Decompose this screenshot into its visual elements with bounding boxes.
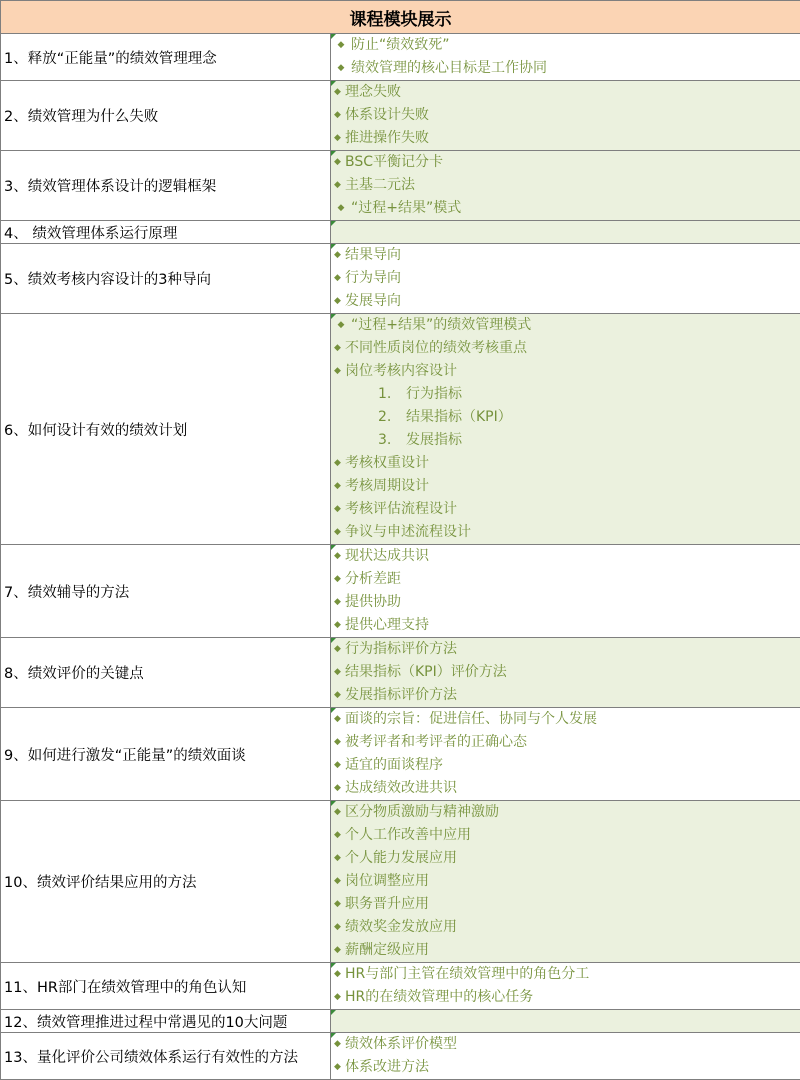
- detail-text: 岗位调整应用: [345, 873, 429, 889]
- diamond-bullet-icon: ◆: [331, 591, 345, 614]
- detail-item: [331, 267, 800, 290]
- diamond-bullet-icon: ◆: [331, 661, 345, 684]
- detail-item: [331, 337, 800, 360]
- detail-item: [331, 498, 800, 521]
- detail-text: “过程+结果”模式: [351, 200, 461, 216]
- detail-item: [331, 244, 800, 267]
- detail-text: 现状达成共识: [345, 548, 429, 564]
- detail-text: 职务晋升应用: [345, 896, 429, 912]
- diamond-bullet-icon: ◆: [331, 824, 345, 847]
- detail-text: 发展指标评价方法: [345, 687, 457, 703]
- diamond-bullet-icon: ◆: [331, 521, 345, 544]
- detail-item: [331, 661, 800, 684]
- detail-item: [331, 1033, 800, 1056]
- detail-text: “过程+结果”的绩效管理模式: [351, 317, 531, 333]
- diamond-bullet-icon: ◆: [331, 314, 351, 337]
- diamond-bullet-icon: ◆: [331, 614, 345, 637]
- module-name: 9、如何进行激发“正能量”的绩效面谈: [1, 708, 331, 801]
- detail-text: BSC平衡记分卡: [345, 154, 443, 170]
- detail-text: 理念失败: [345, 84, 401, 100]
- detail-item: [331, 824, 800, 847]
- table-row: [1, 638, 800, 708]
- diamond-bullet-icon: ◆: [331, 34, 351, 57]
- detail-item: [331, 406, 800, 429]
- detail-text: 主基二元法: [345, 177, 415, 193]
- detail-item: [331, 614, 800, 637]
- detail-text: 被考评者和考评者的正确心态: [345, 734, 527, 750]
- detail-text: 防止“绩效致死”: [351, 37, 450, 53]
- diamond-bullet-icon: ◆: [331, 290, 345, 313]
- diamond-bullet-icon: ◆: [331, 545, 345, 568]
- diamond-bullet-icon: ◆: [331, 267, 345, 290]
- module-name: 2、绩效管理为什么失败: [1, 81, 331, 151]
- detail-text: 结果导向: [345, 247, 401, 263]
- diamond-bullet-icon: ◆: [331, 568, 345, 591]
- detail-text: 绩效管理的核心目标是工作协同: [351, 60, 547, 76]
- detail-text: 面谈的宗旨：促进信任、协同与个人发展: [345, 711, 597, 727]
- detail-text: 提供协助: [345, 594, 401, 610]
- module-name: 10、绩效评价结果应用的方法: [1, 801, 331, 963]
- module-name: 8、绩效评价的关键点: [1, 638, 331, 708]
- table-row: [1, 545, 800, 638]
- diamond-bullet-icon: ◆: [331, 452, 345, 475]
- module-details: [331, 81, 800, 151]
- table-row: [1, 221, 800, 244]
- detail-item: [331, 754, 800, 777]
- detail-text: 行为导向: [345, 270, 401, 286]
- detail-item: [331, 801, 800, 824]
- module-name: 11、HR部门在绩效管理中的角色认知: [1, 963, 331, 1010]
- detail-text: 体系改进方法: [345, 1059, 429, 1075]
- diamond-bullet-icon: ◆: [331, 81, 345, 104]
- item-number: 1.: [331, 383, 406, 406]
- detail-text: 薪酬定级应用: [345, 942, 429, 958]
- detail-item: [331, 893, 800, 916]
- detail-item: [331, 545, 800, 568]
- detail-item: [331, 521, 800, 544]
- detail-item: [331, 127, 800, 150]
- detail-text: 行为指标: [406, 386, 462, 402]
- diamond-bullet-icon: ◆: [331, 777, 345, 800]
- table-row: [1, 314, 800, 545]
- detail-item: [331, 475, 800, 498]
- detail-item: [331, 57, 800, 80]
- module-name: 1、释放“正能量”的绩效管理理念: [1, 34, 331, 81]
- diamond-bullet-icon: ◆: [331, 638, 345, 661]
- detail-item: [331, 34, 800, 57]
- detail-text: 绩效体系评价模型: [345, 1036, 457, 1052]
- detail-text: 发展导向: [345, 293, 401, 309]
- module-details: [331, 244, 800, 314]
- detail-text: 体系设计失败: [345, 107, 429, 123]
- detail-item: [331, 870, 800, 893]
- detail-item: [331, 104, 800, 127]
- table-row: [1, 708, 800, 801]
- detail-text: 绩效奖金发放应用: [345, 919, 457, 935]
- diamond-bullet-icon: ◆: [331, 893, 345, 916]
- detail-item: [331, 963, 800, 986]
- detail-item: [331, 916, 800, 939]
- module-name: 7、绩效辅导的方法: [1, 545, 331, 638]
- diamond-bullet-icon: ◆: [331, 870, 345, 893]
- module-details: [331, 221, 800, 244]
- detail-item: [331, 429, 800, 452]
- detail-item: [331, 708, 800, 731]
- diamond-bullet-icon: ◆: [331, 127, 345, 150]
- detail-text: 结果指标（KPI）: [406, 409, 512, 425]
- module-name: 6、如何设计有效的绩效计划: [1, 314, 331, 545]
- diamond-bullet-icon: ◆: [331, 174, 345, 197]
- item-number: 3.: [331, 429, 406, 452]
- diamond-bullet-icon: ◆: [331, 708, 345, 731]
- detail-item: [331, 568, 800, 591]
- diamond-bullet-icon: ◆: [331, 939, 345, 962]
- table-title: 课程模块展示: [1, 1, 800, 34]
- module-details: [331, 638, 800, 708]
- diamond-bullet-icon: ◆: [331, 801, 345, 824]
- detail-text: 考核评估流程设计: [345, 501, 457, 517]
- detail-item: [331, 638, 800, 661]
- detail-text: 区分物质激励与精神激励: [345, 804, 499, 820]
- detail-text: 推进操作失败: [345, 130, 429, 146]
- detail-text: 分析差距: [345, 571, 401, 587]
- detail-text: 结果指标（KPI）评价方法: [345, 664, 507, 680]
- detail-item: [331, 986, 800, 1009]
- module-details: [331, 801, 800, 963]
- detail-item: [331, 847, 800, 870]
- module-details: [331, 1033, 800, 1080]
- diamond-bullet-icon: ◆: [331, 1056, 345, 1079]
- diamond-bullet-icon: ◆: [331, 731, 345, 754]
- detail-item: [331, 314, 800, 337]
- diamond-bullet-icon: ◆: [331, 104, 345, 127]
- table-row: [1, 34, 800, 81]
- detail-item: [331, 1056, 800, 1079]
- detail-text: 适宜的面谈程序: [345, 757, 443, 773]
- item-number: 2.: [331, 406, 406, 429]
- module-details: [331, 1010, 800, 1033]
- diamond-bullet-icon: ◆: [331, 963, 345, 986]
- module-name: 13、量化评价公司绩效体系运行有效性的方法: [1, 1033, 331, 1080]
- diamond-bullet-icon: ◆: [331, 916, 345, 939]
- diamond-bullet-icon: ◆: [331, 498, 345, 521]
- detail-item: [331, 81, 800, 104]
- module-name: 12、绩效管理推进过程中常遇见的10大问题: [1, 1010, 331, 1033]
- diamond-bullet-icon: ◆: [331, 684, 345, 707]
- detail-text: 达成绩效改进共识: [345, 780, 457, 796]
- detail-text: 岗位考核内容设计: [345, 363, 457, 379]
- detail-text: 个人工作改善中应用: [345, 827, 471, 843]
- diamond-bullet-icon: ◆: [331, 244, 345, 267]
- diamond-bullet-icon: ◆: [331, 754, 345, 777]
- detail-text: 争议与申述流程设计: [345, 524, 471, 540]
- diamond-bullet-icon: ◆: [331, 360, 345, 383]
- detail-item: [331, 151, 800, 174]
- detail-item: [331, 591, 800, 614]
- module-details: [331, 708, 800, 801]
- table-row: [1, 151, 800, 221]
- diamond-bullet-icon: ◆: [331, 475, 345, 498]
- diamond-bullet-icon: ◆: [331, 337, 345, 360]
- detail-item: [331, 174, 800, 197]
- diamond-bullet-icon: ◆: [331, 1033, 345, 1056]
- diamond-bullet-icon: ◆: [331, 197, 351, 220]
- module-name: 3、绩效管理体系设计的逻辑框架: [1, 151, 331, 221]
- detail-item: [331, 939, 800, 962]
- table-row: [1, 801, 800, 963]
- module-name: 5、绩效考核内容设计的3种导向: [1, 244, 331, 314]
- detail-item: [331, 684, 800, 707]
- diamond-bullet-icon: ◆: [331, 151, 345, 174]
- module-details: [331, 314, 800, 545]
- module-details: [331, 34, 800, 81]
- module-details: [331, 963, 800, 1010]
- detail-item: [331, 360, 800, 383]
- detail-text: 考核周期设计: [345, 478, 429, 494]
- detail-item: [331, 777, 800, 800]
- detail-text: 行为指标评价方法: [345, 641, 457, 657]
- detail-item: [331, 452, 800, 475]
- table-row: [1, 81, 800, 151]
- diamond-bullet-icon: ◆: [331, 57, 351, 80]
- detail-item: [331, 383, 800, 406]
- table-row: [1, 963, 800, 1010]
- table-row: [1, 1033, 800, 1080]
- detail-item: [331, 290, 800, 313]
- detail-text: 提供心理支持: [345, 617, 429, 633]
- detail-text: 个人能力发展应用: [345, 850, 457, 866]
- module-name: 4、 绩效管理体系运行原理: [1, 221, 331, 244]
- detail-item: [331, 731, 800, 754]
- module-details: [331, 545, 800, 638]
- detail-text: HR与部门主管在绩效管理中的角色分工: [345, 966, 589, 982]
- table-row: [1, 244, 800, 314]
- module-details: [331, 151, 800, 221]
- table-row: [1, 1010, 800, 1033]
- detail-text: 不同性质岗位的绩效考核重点: [345, 340, 527, 356]
- detail-text: 发展指标: [406, 432, 462, 448]
- detail-text: HR的在绩效管理中的核心任务: [345, 989, 533, 1005]
- diamond-bullet-icon: ◆: [331, 847, 345, 870]
- detail-item: [331, 197, 800, 220]
- detail-text: 考核权重设计: [345, 455, 429, 471]
- diamond-bullet-icon: ◆: [331, 986, 345, 1009]
